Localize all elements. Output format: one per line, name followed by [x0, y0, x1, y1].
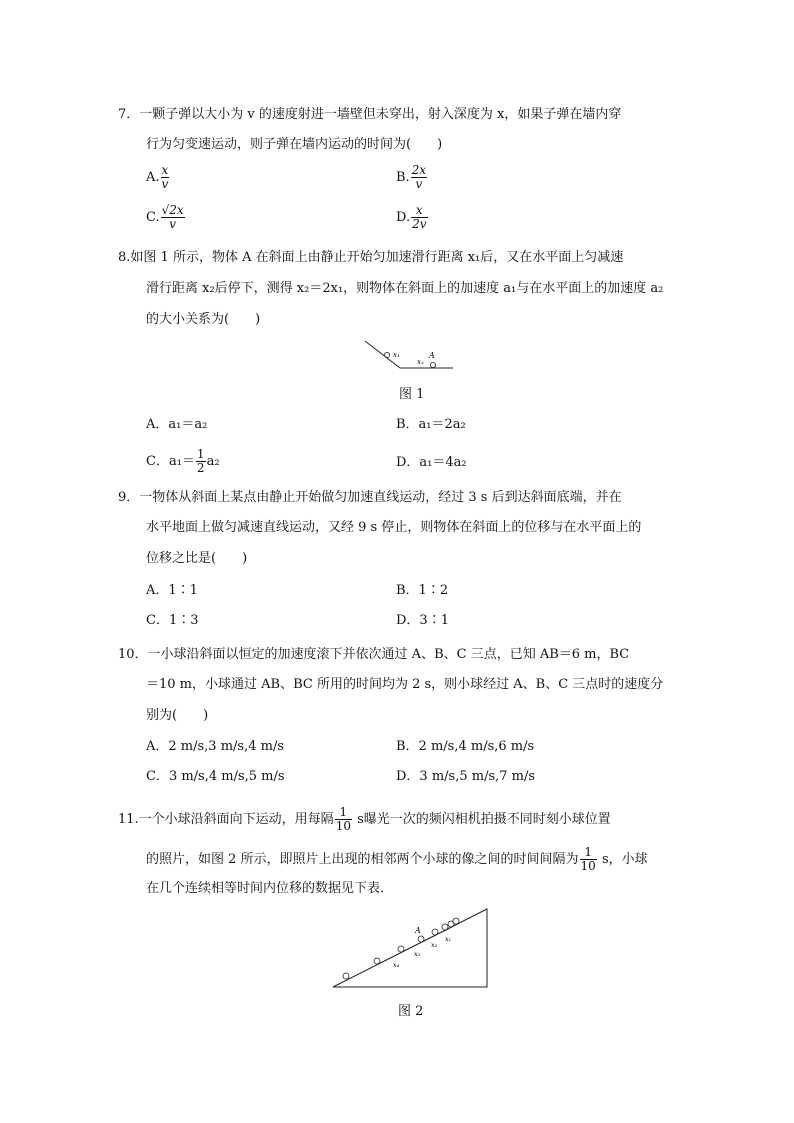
fraction — [335, 806, 352, 833]
q7-option-c — [146, 204, 186, 231]
label-a: A — [429, 351, 435, 360]
numerator: x — [161, 163, 169, 177]
label-x2: x₂ — [431, 941, 438, 949]
ball-image — [453, 918, 459, 924]
q9-option-a: A．1∶1 — [146, 583, 198, 598]
option-label: A. — [146, 170, 160, 185]
q10-option-d: D．3 m/s,5 m/s,7 m/s — [396, 769, 536, 784]
q10-line-1: 10．一小球沿斜面以恒定的加速度滚下并依次通过 A、B、C 三点，已知 AB＝6 m，BC — [118, 647, 630, 662]
q8-line-3: 的大小关系为( ) — [146, 312, 261, 327]
text: s曝光一次的频闪相机拍摄不同时刻小球位置 — [352, 812, 611, 827]
numerator: √2x — [161, 203, 184, 217]
q9-option-d: D．3∶1 — [396, 613, 449, 628]
numerator: 1 — [580, 846, 597, 860]
q10-option-b: B．2 m/s,4 m/s,6 m/s — [396, 739, 535, 754]
q7-option-a — [146, 164, 170, 191]
fraction — [196, 448, 206, 475]
q8-line-2: 滑行距离 x₂后停下，测得 x₂＝2x₁，则物体在斜面上的加速度 a₁与在水平面上的加速度 a₂ — [146, 281, 664, 296]
numerator: 2x — [411, 163, 427, 177]
object-a-ball — [430, 362, 435, 367]
q10-option-c: C．3 m/s,4 m/s,5 m/s — [146, 769, 285, 784]
q7-option-d — [396, 204, 429, 231]
label-x2: x₂ — [417, 358, 424, 366]
option-label: C. — [146, 210, 160, 225]
q11-line-3: 在几个连续相等时间内位移的数据见下表． — [146, 881, 394, 896]
q10-option-a: A．2 m/s,3 m/s,4 m/s — [146, 739, 284, 754]
figure-2-caption: 图 2 — [398, 1004, 424, 1019]
denominator: 10 — [580, 859, 596, 873]
label-a: A — [415, 926, 421, 935]
ball-image — [432, 929, 438, 935]
denominator: 2 — [196, 461, 205, 475]
figure-1-caption: 图 1 — [399, 387, 425, 402]
q10-line-2: ＝10 m，小球通过 AB、BC 所用的时间均为 2 s，则小球经过 A、B、C 三点时的速度分 — [146, 677, 664, 692]
fraction — [411, 164, 427, 191]
figure-2-incline — [330, 906, 490, 990]
text: 的照片，如图 2 所示，即照片上出现的相邻两个小球的像之间的时间间隔为 — [146, 852, 579, 867]
q9-option-b: B．1∶2 — [396, 583, 449, 598]
option-label: B. — [396, 170, 410, 185]
q9-option-c: C．1∶3 — [146, 613, 199, 628]
label-x1: x₁ — [445, 935, 452, 943]
q7-line-1: 7．一颗子弹以大小为 v 的速度射进一墙壁但未穿出，射入深度为 x，如果子弹在墙内穿 — [118, 107, 622, 122]
option-label: D. — [396, 210, 411, 225]
numerator: x — [411, 204, 427, 218]
text: s，小球 — [597, 852, 648, 867]
q8-option-a: A．a₁＝a₂ — [146, 417, 208, 432]
fraction — [580, 846, 597, 873]
fraction — [161, 204, 185, 231]
ball-on-incline — [384, 352, 389, 357]
denominator: v — [415, 177, 423, 191]
q11-line-2 — [146, 846, 648, 873]
numerator: 1 — [335, 806, 352, 820]
denominator: 2v — [412, 217, 427, 231]
figure-1-incline — [360, 338, 460, 374]
denominator: 10 — [335, 819, 351, 833]
ball-image-a — [418, 936, 424, 942]
option-text: a₂ — [206, 454, 220, 469]
ball-image — [343, 973, 349, 979]
denominator: v — [169, 217, 177, 231]
option-text: C．a₁＝ — [146, 454, 195, 469]
text: 11.一个小球沿斜面向下运动，用每隔 — [118, 812, 334, 827]
ball-image — [398, 946, 404, 952]
q11-line-1 — [118, 806, 611, 833]
ball-image — [442, 924, 448, 930]
denominator: v — [161, 177, 169, 191]
label-x4: x₄ — [393, 961, 400, 969]
label-x1: x₁ — [393, 351, 400, 359]
label-x3: x₃ — [414, 950, 421, 958]
q9-line-1: 9．一物体从斜面上某点由静止开始做匀加速直线运动，经过 3 s 后到达斜面底端，并在 — [118, 490, 622, 505]
q10-line-3: 别为( ) — [146, 708, 209, 723]
fraction — [161, 164, 170, 191]
q8-line-1: 8.如图 1 所示，物体 A 在斜面上由静止开始匀加速滑行距离 x₁后，又在水平面上匀减速 — [118, 250, 624, 265]
q7-option-b — [396, 164, 428, 191]
q8-option-d: D．a₁＝4a₂ — [396, 455, 467, 470]
q8-option-b: B．a₁＝2a₂ — [396, 417, 466, 432]
q7-line-2: 行为匀变速运动，则子弹在墙内运动的时间为( ) — [146, 137, 443, 152]
q9-line-3: 位移之比是( ) — [146, 551, 248, 566]
q8-option-c — [146, 448, 220, 475]
q9-line-2: 水平地面上做匀减速直线运动，又经 9 s 停止，则物体在斜面上的位移与在水平面上的 — [146, 520, 642, 535]
fraction — [411, 204, 427, 231]
ball-image — [374, 958, 380, 964]
numerator: 1 — [196, 447, 205, 461]
